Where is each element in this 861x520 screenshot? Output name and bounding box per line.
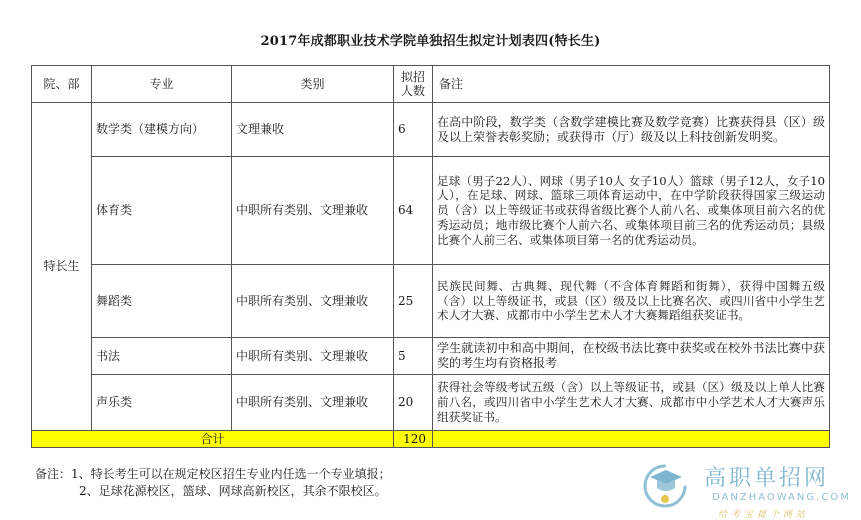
count-cell: 64 (394, 157, 433, 265)
major-cell: 舞蹈类 (92, 265, 232, 338)
page-title: 2017年成都职业技术学院单独招生拟定计划表四(特长生) (260, 34, 601, 49)
note-cell: 在高中阶段，数学类（含数学建模比赛及数学竞赛）比赛获得县（区）级及以上荣誉表彰奖励；或获得市（厅）级及以上科技创新发明奖。 (433, 103, 830, 157)
category-cell: 文理兼收 (232, 103, 394, 157)
major-cell: 体育类 (92, 157, 232, 265)
table-row (32, 375, 830, 431)
count-cell: 5 (394, 338, 433, 375)
dept-cell: 特长生 (32, 103, 92, 431)
category-cell: 中职所有类别、文理兼收 (232, 375, 394, 431)
site-watermark (640, 455, 860, 519)
count-cell: 6 (394, 103, 433, 157)
enrollment-plan-table (31, 65, 830, 448)
header-note: 备注 (433, 66, 830, 103)
count-cell: 25 (394, 265, 433, 338)
footnote-line-1: 备注：1、特长考生可以在规定校区招生专业内任选一个专业填报； (35, 467, 391, 481)
major-cell: 书法 (92, 338, 232, 375)
header-dept: 院、部 (32, 66, 92, 103)
header-category: 类别 (232, 66, 394, 103)
category-cell: 中职所有类别、文理兼收 (232, 157, 394, 265)
footnote-line-2: 2、足球花源校区，篮球、网球高新校区，其余不限校区。 (79, 484, 387, 498)
major-cell: 声乐类 (92, 375, 232, 431)
total-value: 120 (394, 431, 433, 448)
graduation-cap-logo-icon (640, 459, 690, 509)
category-cell: 中职所有类别、文理兼收 (232, 265, 394, 338)
note-cell: 足球（男子22人）、网球（男子10人 女子10人）篮球（男子12人，女子10人），在足球、网球、篮球三项体育运动中，在中学阶段获得国家三级运动员（含）以上等级证书或获得省级比赛个人前八名、或集体项目前六名的优秀运动员；地市级比赛个人前六名、或集体项目前三名的优秀运动员；县级比赛个人前三名、或集体项目第一名的优秀运动员。 (433, 157, 830, 265)
table-row (32, 338, 830, 375)
header-count: 拟招人数 (394, 66, 433, 103)
major-cell: 数学类（建模方向） (92, 103, 232, 157)
count-cell: 20 (394, 375, 433, 431)
watermark-slogan: 给考宝提个网站 (718, 510, 810, 520)
header-major: 专业 (92, 66, 232, 103)
note-cell: 学生就读初中和高中期间，在校级书法比赛中获奖或在校外书法比赛中获奖的考生均有资格报考 (433, 338, 830, 375)
note-cell: 民族民间舞、古典舞、现代舞（不含体育舞蹈和街舞），获得中国舞五级（含）以上等级证书，或县（区）级及以上比赛名次、或四川省中小学生艺术人才大赛、成都市中小学生艺术人才大赛舞蹈组获奖证书。 (433, 265, 830, 338)
table-row (32, 265, 830, 338)
watermark-domain: DANZHAOWANG.COM (712, 492, 851, 503)
note-cell: 获得社会等级考试五级（含）以上等级证书，或县（区）级及以上单人比赛前八名，或四川省中小学生艺术人才大赛、成都市中小学艺术人才大赛声乐组获奖证书。 (433, 375, 830, 431)
footnotes (35, 466, 391, 500)
table-row (32, 103, 830, 157)
total-note-empty (433, 431, 830, 448)
category-cell: 中职所有类别、文理兼收 (232, 338, 394, 375)
total-row (32, 431, 830, 448)
total-label: 合计 (32, 431, 394, 448)
watermark-name: 高职单招网 (704, 466, 830, 491)
table-header-row (32, 66, 830, 103)
table-row (32, 157, 830, 265)
